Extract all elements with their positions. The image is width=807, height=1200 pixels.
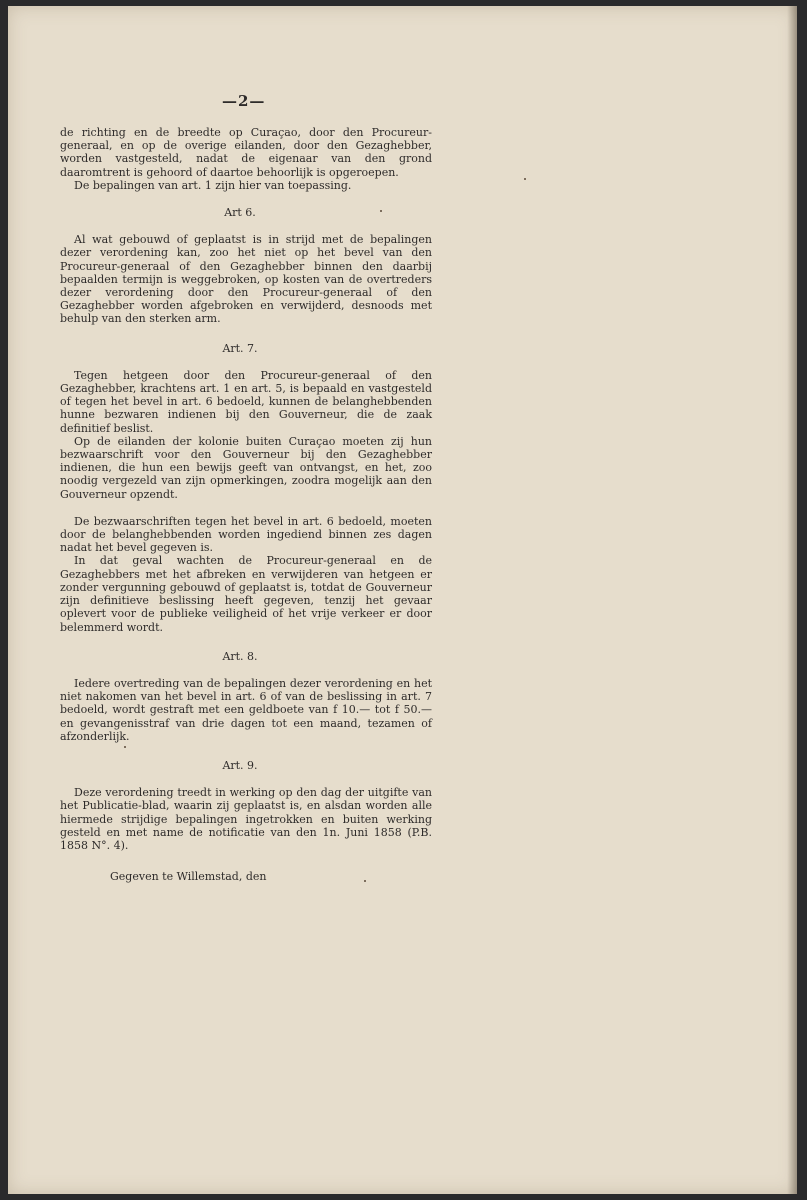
paper-speck (124, 746, 126, 748)
page-number: —2— (222, 92, 266, 110)
paper-speck (524, 178, 526, 180)
art7-paragraph-4: In dat geval wachten de Procureur-generaal en de Gezaghebbers met het afbreken en verwijderen van hetgeen er zonder vergunning gebouwd of geplaatst is, totdat de Gouverneur zijn definitieve beslissing heeft gegeven, tenzij het gevaar oplevert voor de publieke veiligheid of het vrije verkeer er door belemmerd wordt. (60, 554, 432, 634)
paper-speck (364, 880, 366, 882)
art8-paragraph: Iedere overtreding van de bepalingen dezer verordening en het niet nakomen van het bevel in art. 6 of van de beslissing in art. 7 bedoeld, wordt gestraft met een geldboete van f 10.— tot f 50.— en gevangenisstraf van drie dagen tot een maand, tezamen of afzonderlijk. (60, 676, 432, 743)
art8-heading: Art. 8. (222, 649, 258, 663)
art6-paragraph: Al wat gebouwd of geplaatst is in strijd met de bepalingen dezer verordening kan, zoo het niet op het bevel van den Procureur-generaal of den Gezaghebber binnen den daarbij bepaalden termijn is weggebroken, op kosten van de overtreders dezer verordening door den Procureur-generaal of den Gezaghebber worden afgebroken en verwijderd, desnoods met behulp van den sterken arm. (60, 233, 432, 326)
document-page (8, 6, 797, 1194)
art7-heading: Art. 7. (222, 341, 258, 355)
page-gutter-shadow (787, 6, 797, 1194)
paper-speck (380, 210, 382, 212)
art7-paragraph-2: Op de eilanden der kolonie buiten Curaçao moeten zij hun bezwaarschrift voor den Gouverneur bij den Gezaghebber indienen, die hun een bewijs geeft van ontvangst, en het, zoo noodig vergezeld van zijn opmerkingen, zoodra mogelijk aan den Gouverneur opzendt. (60, 434, 432, 501)
art7-paragraph-1: Tegen hetgeen door den Procureur-generaal of den Gezaghebber, krachtens art. 1 en art. 5, is bepaald en vastgesteld of tegen het bevel in art. 6 bedoeld, kunnen de belanghebbenden hunne bezwaren indienen bij den Gouverneur, die de zaak definitief beslist. (60, 368, 432, 435)
signoff-line: Gegeven te Willemstad, den (110, 870, 267, 884)
art9-heading: Art. 9. (222, 758, 258, 772)
intro-paragraph-2: De bepalingen van art. 1 zijn hier van toepassing. (74, 178, 352, 192)
intro-paragraph: de richting en de breedte op Curaçao, door den Procureur-generaal, en op de overige eilanden, door den Gezaghebber, worden vastgesteld, nadat de eigenaar van den grond daaromtrent is gehoord of daartoe behoorlijk is opgeroepen. (60, 126, 432, 179)
art7-paragraph-3: De bezwaarschriften tegen het bevel in art. 6 bedoeld, moeten door de belanghebbenden worden ingediend binnen zes dagen nadat het bevel gegeven is. (60, 514, 432, 555)
document-body (60, 126, 432, 883)
art9-paragraph: Deze verordening treedt in werking op den dag der uitgifte van het Publicatie-blad, waarin zij geplaatst is, en alsdan worden alle hiermede strijdige bepalingen ingetrokken en buiten werking gesteld en met name de notificatie van den 1n. Juni 1858 (P.B. 1858 N°. 4). (60, 786, 432, 852)
art6-heading: Art 6. (224, 206, 256, 220)
